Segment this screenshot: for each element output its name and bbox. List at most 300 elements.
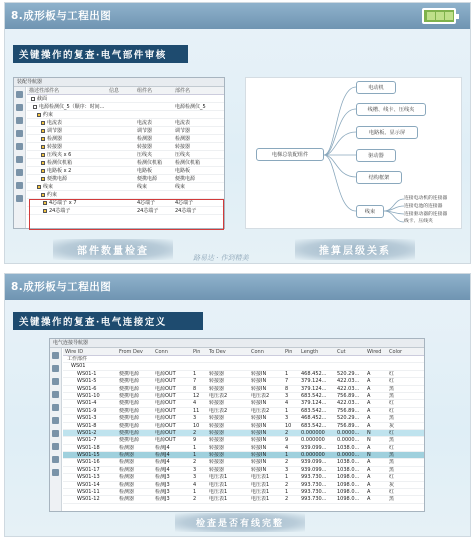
tool-icon[interactable] <box>16 195 23 202</box>
wire-cell: 转接IN <box>251 459 267 466</box>
tool-icon[interactable] <box>52 404 59 411</box>
wire-cell: 检测器 <box>119 474 135 481</box>
assembly-navigator-title: 装配导航器 <box>14 78 224 87</box>
wire-cell <box>155 363 193 369</box>
slide-2 <box>4 273 471 537</box>
wire-cell: 0.0000... <box>337 452 360 459</box>
wire-cell: 便携电源 <box>119 429 140 436</box>
assembly-cell: 转接器 <box>175 144 191 150</box>
assembly-rows <box>27 95 224 215</box>
wire-cell: 1098.0... <box>337 474 360 481</box>
wire-cell: WS01-11 <box>77 489 100 496</box>
assembly-cell: 电源检测仪_5 <box>175 104 206 110</box>
tool-icon[interactable] <box>16 156 23 163</box>
assembly-row-name: 电路板 x 2 <box>47 168 72 174</box>
wire-row[interactable] <box>63 482 424 489</box>
wire-cell: 993.730... <box>301 496 327 503</box>
wire-cell: A <box>367 444 371 451</box>
battery-icon <box>422 8 456 24</box>
electrical-navigator-title: 电气连接导航器 <box>50 339 424 348</box>
tool-icon[interactable] <box>16 169 23 176</box>
wire-cell: 1098.0... <box>337 496 360 503</box>
wire-cell: 2 <box>285 429 289 436</box>
wire-cell: 电压表2 <box>251 392 270 399</box>
wire-cell: 电源OUT <box>155 407 176 414</box>
assembly-row-name: 电流表 <box>47 120 63 126</box>
wire-cell: 4 <box>193 400 197 407</box>
tool-icon[interactable] <box>52 378 59 385</box>
mindmap-branch[interactable]: 线束 <box>356 205 384 218</box>
assembly-row-name: 便携电源 <box>47 176 68 182</box>
wire-cell: A <box>367 474 371 481</box>
tool-icon[interactable] <box>52 456 59 463</box>
assembly-row[interactable] <box>27 103 224 111</box>
wire-cell: 转接器 <box>209 378 225 385</box>
tool-icon[interactable] <box>16 182 23 189</box>
assembly-cell: 24芯端子 <box>137 208 159 214</box>
wire-cell: 3 <box>285 466 289 473</box>
col-header[interactable]: Conn <box>251 349 264 355</box>
wire-cell: WS01-8 <box>77 422 97 429</box>
assembly-row[interactable] <box>27 95 224 103</box>
wire-cell: 1098.0... <box>337 481 360 488</box>
wire-cell: 红 <box>389 429 395 436</box>
wire-cell: 检测J4 <box>155 444 170 451</box>
assembly-cell <box>109 135 137 142</box>
mindmap-panel <box>245 77 462 229</box>
col-header[interactable]: 部件名 <box>175 88 191 94</box>
wire-row[interactable] <box>63 356 424 363</box>
col-header[interactable]: Color <box>389 349 403 355</box>
wire-cell: WS01-1 <box>77 370 97 377</box>
wire-cell: 4 <box>285 400 289 407</box>
highlight-box <box>29 199 224 230</box>
wire-cell: 756.89... <box>337 392 360 399</box>
col-header[interactable]: Wire ID <box>65 349 84 355</box>
wire-cell: A <box>367 392 371 399</box>
assembly-row[interactable] <box>27 119 224 127</box>
checkbox-icon[interactable] <box>41 153 45 157</box>
col-header[interactable]: Conn <box>155 349 168 355</box>
assembly-row-name: 电源检测仪_5（顺序：时间... <box>39 104 105 110</box>
wire-cell: 683.542... <box>301 422 327 429</box>
tool-icon[interactable] <box>52 417 59 424</box>
wire-cell: 便携电源 <box>119 378 140 385</box>
wire-cell: 1 <box>285 452 289 459</box>
slide-1-title: 8.成形板与工程出图 <box>11 10 112 22</box>
wire-row[interactable] <box>63 459 424 466</box>
slide-2-header <box>5 274 470 300</box>
assembly-cell: 4芯端子 <box>175 200 194 206</box>
wire-cell: 电源OUT <box>155 437 176 444</box>
wire-cell: WS01-4 <box>77 400 97 407</box>
wire-cell: 1038.0... <box>337 459 360 466</box>
wire-cell: 11 <box>193 407 200 414</box>
checkbox-icon[interactable] <box>31 97 35 101</box>
wire-cell: 转接IN <box>251 452 267 459</box>
wire-cell: 1 <box>285 407 289 414</box>
col-header[interactable]: From Dev <box>119 349 143 355</box>
wire-cell: 工作部件 <box>67 356 88 362</box>
wire-cell: 0.0000... <box>337 437 360 444</box>
assembly-cell: 电流表 <box>137 120 153 126</box>
wire-cell: 1038.0... <box>337 444 360 451</box>
wire-cell: 转接IN <box>251 444 267 451</box>
wire-cell: 红 <box>389 444 395 451</box>
wire-cell: A <box>367 489 371 496</box>
wire-row[interactable] <box>63 467 424 474</box>
wire-cell: 422.03... <box>337 378 360 385</box>
mindmap-branch[interactable]: 驱动器 <box>356 149 396 162</box>
tool-icon[interactable] <box>52 443 59 450</box>
assembly-row[interactable] <box>27 111 224 119</box>
wire-cell: 黑 <box>389 437 395 444</box>
assembly-cell: 调节器 <box>175 128 191 134</box>
wire-cell: 红 <box>389 400 395 407</box>
wire-cell: 520.29... <box>337 415 360 422</box>
assembly-cell <box>137 111 175 118</box>
wire-cell: 电源OUT <box>155 385 176 392</box>
wire-cell: 1 <box>193 452 197 459</box>
tool-icon[interactable] <box>16 143 23 150</box>
wire-cell: 检测J4 <box>155 459 170 466</box>
wire-cell: 电压表1 <box>209 489 228 496</box>
tool-icon[interactable] <box>52 352 59 359</box>
watermark: 路易达 · 作到精美 <box>193 254 249 262</box>
assembly-row-name: 24芯端子 <box>49 208 71 214</box>
wire-cell: 便携电源 <box>119 407 140 414</box>
wire-cell: 0.000000 <box>301 452 325 459</box>
assembly-row[interactable] <box>27 127 224 135</box>
wire-cell: 检测J3 <box>155 474 170 481</box>
assembly-cell <box>175 95 215 102</box>
assembly-cell <box>137 95 175 102</box>
wire-cell: 转接器 <box>209 459 225 466</box>
wire-cell: WS01-17 <box>77 466 100 473</box>
wire-cell: 1 <box>193 489 197 496</box>
assembly-cell <box>109 111 137 118</box>
assembly-row-name: 4芯端子 x 7 <box>49 200 77 206</box>
wire-cell <box>119 356 155 362</box>
checkbox-icon[interactable] <box>33 105 37 109</box>
wire-cell: 0.000000 <box>301 429 325 436</box>
wire-row[interactable] <box>63 378 424 385</box>
col-header[interactable]: Pin <box>285 349 293 355</box>
wire-cell: 转接IN <box>251 400 267 407</box>
assembly-row[interactable] <box>27 191 224 199</box>
mindmap-branch[interactable]: 线槽、线卡、压线夹 <box>356 103 426 116</box>
wire-cell <box>285 363 301 369</box>
electrical-side-toolbar <box>50 348 62 511</box>
wire-cell: A <box>367 496 371 503</box>
wire-cell <box>285 356 301 362</box>
wire-cell: A <box>367 481 371 488</box>
col-header[interactable]: Cut <box>337 349 346 355</box>
wire-cell: 2 <box>285 481 289 488</box>
wire-cell: 黑 <box>389 452 395 459</box>
wire-cell <box>251 356 285 362</box>
wire-cell: 红 <box>389 378 395 385</box>
slide-2-banner-text: 关键操作的复查·电气连接定义 <box>19 317 167 328</box>
col-header[interactable]: Wired <box>367 349 382 355</box>
mindmap-branch[interactable]: 电动机 <box>356 81 396 94</box>
assembly-cell: 便携电源 <box>175 176 196 182</box>
assembly-row-name: 截面 <box>37 96 48 102</box>
assembly-cell <box>109 127 137 134</box>
assembly-cell: 线束 <box>137 184 148 190</box>
wire-row[interactable] <box>63 437 424 444</box>
wire-row[interactable] <box>63 363 424 370</box>
wire-cell: 检测器 <box>119 444 135 451</box>
wire-row[interactable] <box>63 400 424 407</box>
assembly-cell <box>109 151 137 158</box>
wire-cell: 电源OUT <box>155 370 176 377</box>
wire-cell: A <box>367 415 371 422</box>
wire-cell: 转接IN <box>251 437 267 444</box>
assembly-cell: 检测仪机箱 <box>175 160 201 166</box>
electrical-navigator-panel <box>49 338 425 512</box>
assembly-cell <box>137 103 175 110</box>
assembly-cell: 检测仪机箱 <box>137 160 163 166</box>
wire-cell: 转接器 <box>209 400 225 407</box>
wire-cell: 3 <box>285 415 289 422</box>
wire-cell: 1038.0... <box>337 466 360 473</box>
tool-icon[interactable] <box>52 430 59 437</box>
tool-icon[interactable] <box>16 104 23 111</box>
wire-row[interactable] <box>63 393 424 400</box>
wire-cell: 电压表1 <box>209 481 228 488</box>
mindmap-sub-item[interactable]: 连接驱动器的连接器 <box>404 211 448 217</box>
wire-cell <box>301 363 337 369</box>
wire-cell: 灰 <box>389 481 395 488</box>
mindmap-branch[interactable]: 电路板、显示屏 <box>356 126 418 139</box>
wire-cell: 3 <box>193 415 197 422</box>
wire-cell: 转接器 <box>209 422 225 429</box>
assembly-row[interactable] <box>27 183 224 191</box>
wire-cell: 便携电源 <box>119 415 140 422</box>
wire-cell: 3 <box>193 466 197 473</box>
wire-cell <box>155 356 193 362</box>
wire-cell: 转接IN <box>251 415 267 422</box>
wire-cell: 993.730... <box>301 489 327 496</box>
assembly-cell: 24芯端子 <box>175 208 197 214</box>
wire-cell: 检测器 <box>119 459 135 466</box>
assembly-cell: 压线夹 <box>175 152 191 158</box>
checkbox-icon[interactable] <box>37 113 41 117</box>
wire-cell: 检测J3 <box>155 489 170 496</box>
wire-cell: WS01-16 <box>77 459 100 466</box>
slide-1-banner <box>13 45 188 63</box>
assembly-cell <box>109 183 137 190</box>
checkbox-icon[interactable] <box>37 185 41 189</box>
wire-cell: 468.452... <box>301 415 327 422</box>
assembly-row[interactable] <box>27 167 224 175</box>
wire-cell: 便携电源 <box>119 422 140 429</box>
wire-cell: 1 <box>285 489 289 496</box>
wire-cell: 电压表1 <box>209 496 228 503</box>
wire-cell: 1 <box>193 444 197 451</box>
assembly-row[interactable] <box>27 159 224 167</box>
wire-cell: 转接器 <box>209 437 225 444</box>
assembly-cell: 线束 <box>175 184 186 190</box>
wire-row[interactable] <box>63 423 424 430</box>
wire-cell: 2 <box>285 496 289 503</box>
wire-cell: 379.124... <box>301 400 327 407</box>
wire-row[interactable] <box>63 430 424 437</box>
assembly-cell <box>109 95 137 102</box>
tool-icon[interactable] <box>52 469 59 476</box>
wire-cell: A <box>367 378 371 385</box>
checkbox-icon[interactable] <box>41 121 45 125</box>
assembly-cell: 压线夹 <box>137 152 153 158</box>
wire-cell: 检测器 <box>119 481 135 488</box>
mindmap-sub-item[interactable]: 连接电动机的连接器 <box>404 196 448 201</box>
assembly-row[interactable] <box>27 143 224 151</box>
wire-cell: 939.099... <box>301 466 327 473</box>
wire-cell: 便携电源 <box>119 370 140 377</box>
caption-right: 推算层级关系 <box>295 239 415 260</box>
tool-icon[interactable] <box>16 117 23 124</box>
wire-cell <box>337 356 367 362</box>
assembly-cell: 4芯端子 <box>137 200 156 206</box>
wire-row[interactable] <box>63 408 424 415</box>
mindmap-root[interactable]: 电梯总装配组件 <box>256 148 324 161</box>
wire-row[interactable] <box>63 474 424 481</box>
tool-icon[interactable] <box>52 391 59 398</box>
wire-row[interactable] <box>63 386 424 393</box>
wire-cell: 转接器 <box>209 415 225 422</box>
wire-cell: WS01-3 <box>77 415 97 422</box>
wire-cell: 1 <box>285 370 289 377</box>
wire-cell: WS01-12 <box>77 496 100 503</box>
wire-cell: A <box>367 407 371 414</box>
col-header[interactable]: 组件名 <box>137 88 153 94</box>
checkbox-icon[interactable] <box>41 161 45 165</box>
electrical-rows <box>63 356 424 504</box>
wire-cell <box>251 363 285 369</box>
assembly-row[interactable] <box>27 175 224 183</box>
checkbox-icon[interactable] <box>41 129 45 133</box>
wire-cell: 电压表1 <box>209 474 228 481</box>
assembly-side-toolbar <box>14 87 26 228</box>
wire-cell: 9 <box>193 437 197 444</box>
assembly-cell: 电路板 <box>137 168 153 174</box>
assembly-row[interactable] <box>27 135 224 143</box>
wire-cell: 转接IN <box>251 429 267 436</box>
wire-cell: 4 <box>285 444 289 451</box>
wire-cell: 4 <box>193 481 197 488</box>
mindmap-branch[interactable]: 结构框架 <box>356 171 402 184</box>
wire-cell: 电压表1 <box>251 481 270 488</box>
checkbox-icon[interactable] <box>41 137 45 141</box>
wire-cell: 0.0000... <box>337 429 360 436</box>
wire-cell: 电压表1 <box>251 496 270 503</box>
wire-cell: 转接IN <box>251 370 267 377</box>
wire-cell: 2 <box>193 429 197 436</box>
col-header[interactable]: Length <box>301 349 319 355</box>
col-header[interactable]: 描述性部件名 <box>29 88 60 94</box>
col-header[interactable]: 信息 <box>109 88 120 94</box>
wire-row[interactable] <box>63 445 424 452</box>
wire-row[interactable] <box>63 489 424 496</box>
col-header[interactable]: Pin <box>193 349 201 355</box>
wire-cell <box>193 363 209 369</box>
caption-bottom: 检查是否有线完整 <box>175 513 305 532</box>
wire-cell: 黑 <box>389 392 395 399</box>
wire-cell: A <box>367 385 371 392</box>
wire-cell: 1 <box>285 474 289 481</box>
wire-cell: WS01-14 <box>77 481 100 488</box>
electrical-table <box>63 348 424 511</box>
wire-cell: 电压表2 <box>251 407 270 414</box>
wire-cell: 8 <box>285 385 289 392</box>
assembly-row-name: 检测器 <box>47 136 63 142</box>
wire-cell <box>367 356 389 362</box>
wire-cell: 468.452... <box>301 370 327 377</box>
wire-row[interactable] <box>63 371 424 378</box>
wire-cell: 2 <box>285 459 289 466</box>
wire-cell: N <box>367 437 371 444</box>
wire-cell: 993.730... <box>301 474 327 481</box>
assembly-cell: 转接器 <box>137 144 153 150</box>
wire-cell: 检测器 <box>119 466 135 473</box>
checkbox-icon[interactable] <box>41 169 45 173</box>
mindmap-sub-item[interactable]: 线卡、压线夹 <box>404 219 433 225</box>
wire-cell: A <box>367 466 371 473</box>
wire-row[interactable] <box>63 452 424 459</box>
checkbox-icon[interactable] <box>41 193 45 197</box>
wire-cell: WS01-13 <box>77 474 100 481</box>
checkbox-icon[interactable] <box>41 177 45 181</box>
wire-cell: 检测J4 <box>155 466 170 473</box>
caption-left: 部件数量检查 <box>53 239 173 260</box>
assembly-cell <box>175 111 215 118</box>
wire-cell: 电压表2 <box>209 407 228 414</box>
wire-cell <box>209 363 251 369</box>
wire-cell: 便携电源 <box>119 385 140 392</box>
wire-row[interactable] <box>63 415 424 422</box>
assembly-cell: 电流表 <box>175 120 191 126</box>
assembly-cell: 便携电源 <box>137 176 158 182</box>
wire-cell: 379.124... <box>301 385 327 392</box>
wire-cell: 红 <box>389 474 395 481</box>
wire-cell: 422.03... <box>337 385 360 392</box>
assembly-row-name: 约束 <box>47 192 58 198</box>
wire-cell: 灰 <box>389 422 395 429</box>
wire-cell: WS01 <box>71 363 86 370</box>
wire-cell: 检测J4 <box>155 452 170 459</box>
assembly-cell <box>175 191 215 198</box>
checkbox-icon[interactable] <box>41 145 45 149</box>
wire-row[interactable] <box>63 496 424 503</box>
tool-icon[interactable] <box>52 365 59 372</box>
wire-cell: 2 <box>193 496 197 503</box>
slide-2-banner <box>13 312 203 330</box>
wire-cell: A <box>367 459 371 466</box>
assembly-row[interactable] <box>27 151 224 159</box>
assembly-cell <box>109 103 137 110</box>
wire-cell <box>367 363 389 369</box>
wire-cell: 转接器 <box>209 429 225 436</box>
tool-icon[interactable] <box>16 130 23 137</box>
wire-cell: 939.099... <box>301 459 327 466</box>
wire-cell: A <box>367 370 371 377</box>
mindmap-sub-item[interactable]: 连接电池的连接器 <box>404 203 443 209</box>
wire-cell <box>337 363 367 369</box>
tool-icon[interactable] <box>16 91 23 98</box>
assembly-cell: 检测器 <box>137 136 153 142</box>
col-header[interactable]: To Dev <box>209 349 226 355</box>
